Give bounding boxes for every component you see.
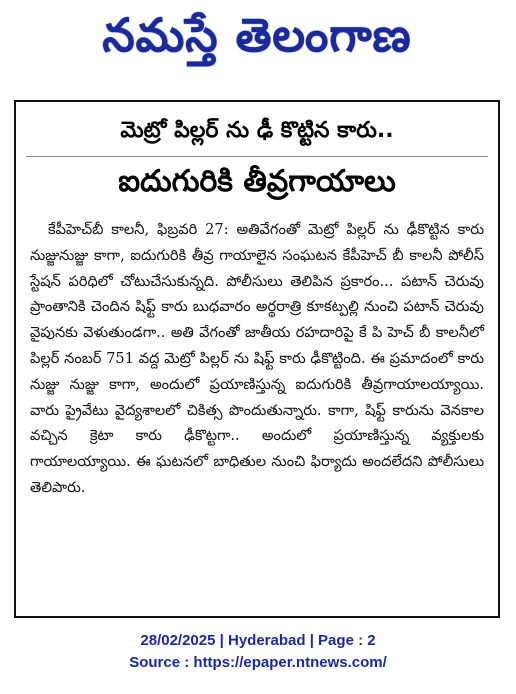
article-subheadline: ఐదుగురికి తీవ్రగాయాలు — [118, 164, 396, 199]
article-body: కేపీహెచ్‌బీ కాలనీ, ఫిబ్రవరి 27: అతివేగంతో మెట్రో పిల్లర్ ను ఢీకొట్టిన కారు నుజ్జునుజ్జు కాగా, ఐదుగురికి తీవ్ర గాయాలైన సంఘటన కేపీహెచ్ బీ కాలనీ పోలీస్ స్టేషన్ పరిధిలో చోటుచేసుకున్నది. పోలీసులు తెలిపిన ప్రకారం... పటాన్ చెరువు ప్రాంతానికి చెందిన షిఫ్ట్ కారు బుధవారం అర్థరాత్రి కూకట్పల్లి నుంచి పటాన్ చెరువు వైపునకు వెళుతుండగా.. అతి వేగంతో జాతీయ రహదారిపై కే పి హెచ్ బీ కాలనీలో పిల్లర్ నంబర్ 751 వద్ద మెట్రో పిల్లర్ ను షిఫ్ట్ కారు ఢీకొట్టింది. ఈ ప్రమాదంలో కారు నుజ్జు నుజ్జు కాగా, అందులో ప్రయాణిస్తున్న ఐదుగురికి తీవ్రగాయాలయ్యాయి. వారు ప్రైవేటు వైద్యశాలలో చికిత్స పొందుతున్నారు. కాగా, షిఫ్ట్ కారును వెనకాల వచ్చిన క్రెటా కారు ఢీకొట్టగా.. అందులో ప్రయాణిస్తున్న వ్యక్తులకు గాయాలయ్యాయి. ఈ ఘటనలో బాధితుల నుంచి ఫిర్యాదు అందలేదని పోలీసులు తెలిపారు. — [30, 221, 484, 496]
article-headline: మెట్రో పిల్లర్ ను ఢీ కొట్టిన కారు.. — [120, 118, 394, 143]
footer — [0, 630, 516, 674]
cropped-previous-line — [20, 103, 400, 109]
article-clipping — [14, 100, 500, 618]
footer-source: Source : https://epaper.ntnews.com/ — [129, 654, 387, 671]
footer-date-page: 28/02/2025 | Hyderabad | Page : 2 — [140, 632, 376, 649]
headline-divider — [26, 156, 488, 157]
newspaper-masthead — [62, 8, 452, 74]
masthead-title: నమస్తే తెలంగాణ — [102, 8, 412, 62]
